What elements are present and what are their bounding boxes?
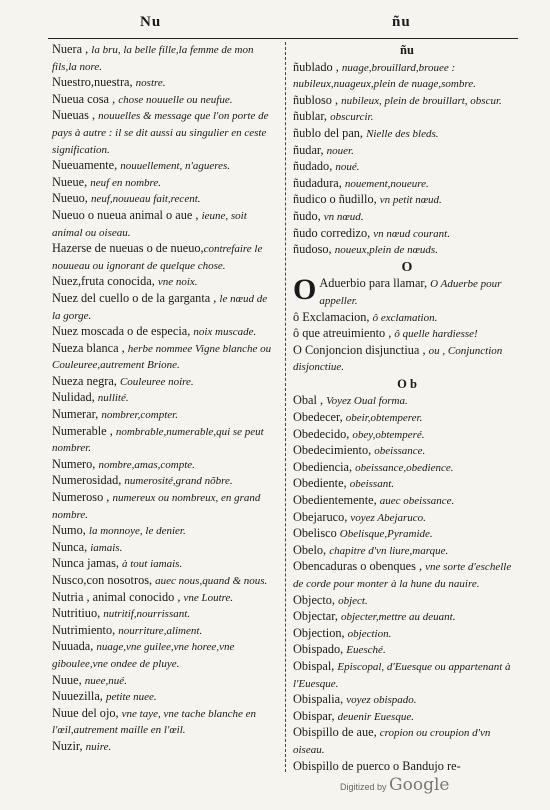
dict-entry — [293, 692, 521, 709]
dict-entry-o-first — [293, 273, 521, 309]
dict-entry — [52, 556, 278, 573]
entry-definition: nuage,brouillard,brouee : nubileux,nuageux,plein de nuage,sombre. — [293, 61, 476, 91]
entry-headword: Obejaruco, — [293, 509, 351, 524]
entry-headword: Hazerse de nueuas o de nueuo, — [52, 241, 204, 256]
dict-entry — [293, 443, 521, 460]
entry-headword: Nuez,fruta conocida, — [52, 274, 158, 289]
entry-headword: Numerable , — [52, 423, 116, 438]
entry-definition: chapitre d'vn liure,marque. — [329, 544, 449, 557]
entry-headword: Obal , — [293, 393, 327, 408]
entry-headword: Obediente, — [293, 476, 350, 491]
dict-entry — [52, 175, 278, 192]
entry-headword: Nusco,con nosotros, — [52, 573, 156, 587]
entry-definition: auec obeissance. — [379, 495, 455, 508]
right-column — [293, 42, 521, 775]
entries-nn — [293, 60, 521, 259]
entry-headword: Nutria , animal conocido , — [52, 589, 184, 604]
entry-headword: Objection, — [293, 625, 348, 640]
drop-cap-letter: O — [293, 273, 317, 307]
entry-headword: Nuue del ojo, — [52, 705, 122, 720]
entry-definition: noueux,plein de nœuds. — [334, 244, 438, 257]
entry-definition: objection. — [347, 627, 392, 640]
entry-definition: ou , Conjunction disjonctiue. — [293, 344, 503, 374]
entry-definition: nombre,amas,compte. — [98, 458, 195, 471]
entry-definition: obeissance,obedience. — [355, 461, 454, 474]
entry-definition: nouement,noueure. — [344, 177, 429, 190]
section-heading-nn: ñu — [400, 43, 414, 57]
entry-definition: cropion ou croupion d'vn oiseau. — [293, 727, 491, 756]
entry-headword: Numero, — [52, 456, 99, 471]
entry-headword: Numerar, — [52, 407, 102, 422]
dict-entry — [293, 659, 521, 692]
entry-headword: Nuue, — [52, 672, 85, 687]
dict-entry — [293, 60, 521, 93]
entry-headword: Aduerbio para llamar, — [319, 276, 431, 291]
entry-headword: Obispal, — [293, 658, 338, 673]
entry-definition: nombrable,numerable,qui se peut nombrer. — [52, 425, 264, 455]
entry-definition: Nielle des bleds. — [366, 127, 439, 140]
entry-headword: Obispillo de puerco o Bandujo re- — [293, 758, 461, 773]
dict-entry — [52, 739, 278, 756]
dict-entry — [293, 326, 521, 343]
entry-headword: ñubloso , — [293, 92, 342, 107]
running-header-left: Nu — [140, 14, 162, 30]
entry-definition: nouuelles & message que l'on porte de pays à autre : il se dit aussi au singulier en ceste signification. — [52, 110, 269, 156]
dict-entry — [52, 92, 278, 109]
dict-entry — [52, 274, 278, 291]
entry-definition: noué. — [335, 161, 360, 174]
entry-definition: nutritif,nourrissant. — [103, 608, 191, 621]
entry-definition: petite nuee. — [105, 691, 157, 704]
dict-entry — [52, 673, 278, 690]
entry-headword: ñudado, — [293, 159, 336, 174]
dict-entry — [293, 192, 521, 209]
dict-entry — [293, 310, 521, 327]
dict-entry — [293, 526, 521, 543]
dict-entry — [293, 543, 521, 560]
dict-entry — [52, 42, 278, 75]
dict-entry — [52, 573, 278, 590]
entry-headword: Obedecido, — [293, 426, 353, 441]
entry-headword: Nuuezilla, — [52, 689, 106, 704]
entry-headword: Obediencia, — [293, 459, 356, 474]
left-column — [52, 42, 278, 756]
entry-headword: Nunca, — [52, 539, 91, 554]
dict-entry — [52, 390, 278, 407]
entry-definition: ô quelle hardiesse! — [394, 328, 478, 341]
entry-headword: Numo, — [52, 523, 89, 538]
entry-headword: Objecto, — [293, 592, 339, 607]
entry-headword: Nuera , — [52, 42, 92, 56]
entries-ob — [293, 393, 521, 775]
dict-entry — [52, 341, 278, 374]
dict-entry — [52, 523, 278, 540]
dict-entry — [293, 642, 521, 659]
dict-entry — [293, 410, 521, 427]
entry-definition: iamais. — [90, 541, 123, 554]
dict-entry — [52, 457, 278, 474]
section-heading-o: O — [401, 259, 413, 275]
entry-definition: nuee,nué. — [84, 674, 127, 687]
entry-headword: Nutritiuo, — [52, 606, 104, 621]
entry-headword: Nueza negra, — [52, 373, 120, 388]
entry-headword: ñudar, — [293, 142, 327, 157]
entry-definition: nouer. — [326, 144, 354, 157]
dict-entry — [293, 226, 521, 243]
dict-entry — [52, 324, 278, 341]
dict-entry — [52, 158, 278, 175]
dict-entry — [293, 460, 521, 477]
entry-definition: Episcopal, d'Euesque ou appartenant à l'Euesque. — [293, 660, 511, 690]
entry-definition: nullité. — [97, 392, 129, 405]
entry-definition: Euesché. — [346, 644, 386, 657]
dict-entry — [52, 374, 278, 391]
dict-entry — [293, 476, 521, 493]
entry-definition: vn nœud courant. — [373, 227, 450, 240]
dict-entry — [293, 343, 521, 376]
entry-headword: Nuuada, — [52, 639, 97, 654]
dict-entry — [52, 291, 278, 324]
entry-definition: deuenir Euesque. — [337, 710, 414, 723]
dict-entry — [52, 208, 278, 241]
dict-entry — [52, 407, 278, 424]
entry-definition: nouuellement, n'agueres. — [120, 160, 231, 173]
entry-headword: O Conjoncion disjunctiua , — [293, 342, 429, 357]
entry-definition: obeissance. — [374, 445, 426, 458]
dict-entry — [293, 427, 521, 444]
entry-headword: Obispalia, — [293, 692, 347, 707]
entry-headword: Nueuo, — [52, 191, 91, 206]
entry-definition: la bru, la belle fille,la femme de mon fils,la nore. — [52, 44, 254, 73]
dict-entry — [52, 424, 278, 457]
entry-definition: nuire. — [85, 740, 112, 753]
entry-headword: Obedecimiento, — [293, 443, 375, 458]
dict-entry — [52, 191, 278, 208]
entry-headword: Obedecer, — [293, 410, 346, 425]
running-header-right: ñu — [392, 14, 411, 30]
entry-definition: ieune, soit animal ou oiseau. — [52, 209, 247, 239]
entry-definition: le nœud de la gorge. — [52, 292, 268, 322]
entry-definition: vn nœud. — [323, 210, 364, 223]
entry-headword: Obedientemente, — [293, 493, 380, 508]
dict-entry — [52, 473, 278, 490]
entry-headword: Obispillo de aue, — [293, 725, 380, 740]
dict-entry — [52, 540, 278, 557]
dict-entry — [52, 706, 278, 739]
column-divider — [285, 42, 287, 772]
dict-entry — [52, 108, 278, 158]
dict-entry — [52, 590, 278, 607]
entry-definition: vn petit nœud. — [379, 194, 442, 207]
dict-entry — [293, 393, 521, 410]
entry-headword: Obispado, — [293, 642, 347, 657]
entry-definition: nuage,vne guilee,vne horee,vne giboulee,vne ondee de pluye. — [52, 641, 235, 670]
entry-definition: object. — [338, 594, 368, 607]
entry-definition: Obelisque,Pyramide. — [339, 528, 433, 541]
entry-definition: noix muscade. — [193, 326, 257, 339]
entry-headword: Nueue, — [52, 174, 91, 189]
entry-definition: objecter,mettre au deuant. — [341, 611, 456, 624]
entry-definition: vne Loutre. — [183, 591, 234, 604]
entry-headword: Objectar, — [293, 609, 341, 624]
entry-headword: Nueuo o nueua animal o aue , — [52, 207, 202, 222]
dict-entry — [52, 623, 278, 640]
entry-headword: Nuez moscada o de especia, — [52, 324, 194, 339]
dict-entry — [293, 493, 521, 510]
entry-headword: Nueuamente, — [52, 158, 121, 173]
dict-entry — [293, 559, 521, 592]
entry-headword: Nueuas , — [52, 108, 99, 123]
entry-definition: obeissant. — [349, 478, 394, 491]
entries-o — [293, 310, 521, 376]
entry-definition: vne sorte d'eschelle de corde pour monter à la hune du nauire. — [293, 561, 512, 590]
dict-entry — [52, 639, 278, 672]
entry-headword: ñudico o ñudillo, — [293, 192, 380, 207]
entry-definition: nostre. — [135, 77, 166, 90]
entry-definition: obey,obtemperé. — [352, 428, 425, 441]
entry-definition: herbe nommee Vigne blanche ou Couleuree,autrement Brione. — [52, 342, 272, 372]
entry-headword: Numerosidad, — [52, 473, 125, 488]
entry-headword: Obispar, — [293, 708, 338, 723]
entry-definition: voyez obispado. — [346, 694, 417, 707]
digitized-by-google-watermark — [340, 775, 449, 795]
dict-entry — [293, 609, 521, 626]
entry-definition: neuf en nombre. — [90, 176, 162, 189]
entry-headword: Nueua cosa , — [52, 91, 119, 106]
entry-definition: ô exclamation. — [372, 311, 438, 324]
dict-entry — [293, 209, 521, 226]
dict-entry — [293, 593, 521, 610]
entry-definition: chose nouuelle ou neufue. — [118, 93, 233, 106]
entry-definition: nombrer,compter. — [101, 409, 178, 422]
entry-definition: numerosité,grand nõbre. — [124, 475, 233, 488]
dict-entry — [293, 143, 521, 160]
header-rule — [48, 38, 518, 39]
dict-entry — [293, 93, 521, 110]
entry-definition: Voyez Oual forma. — [326, 395, 408, 408]
entry-headword: Nutrimiento, — [52, 622, 119, 637]
dict-entry — [293, 242, 521, 259]
entry-definition: nubileux, plein de brouillart, obscur. — [341, 94, 502, 107]
dict-entry — [293, 109, 521, 126]
entry-definition: voyez Abejaruco. — [350, 511, 426, 524]
entry-definition: obscurcir. — [330, 111, 374, 124]
entry-headword: Obencaduras o obenques , — [293, 559, 426, 574]
entry-headword: Obelisco — [293, 526, 340, 541]
entry-definition: numereux ou nombreux, en grand nombre. — [52, 492, 261, 521]
dict-entry — [293, 725, 521, 758]
entry-headword: ô que atreuimiento , — [293, 326, 395, 341]
entry-headword: ô Exclamacion, — [293, 309, 373, 324]
entry-definition: la monnoye, le denier. — [88, 525, 186, 538]
section-heading-ob: O b — [397, 376, 417, 391]
entry-headword: Nueza blanca , — [52, 340, 128, 355]
entry-headword: ñudo corredizo, — [293, 225, 374, 240]
dict-entry — [293, 626, 521, 643]
entry-headword: Numeroso , — [52, 490, 113, 505]
entry-headword: ñudadura, — [293, 175, 345, 190]
entry-definition: vne taye, vne tache blanche en l'œil,autrement maille en l'œil. — [52, 707, 257, 737]
dict-entry — [52, 606, 278, 623]
entry-headword: ñublado , — [293, 59, 342, 74]
entry-definition: O Aduerbe pour appeller. — [319, 278, 502, 307]
entry-headword: Nuzir, — [52, 738, 86, 753]
entry-definition: Couleuree noire. — [119, 375, 194, 388]
entry-definition: nourriture,aliment. — [118, 624, 203, 637]
entry-headword: ñudo, — [293, 208, 324, 223]
entry-definition: obeir,obtemperer. — [345, 412, 423, 425]
entry-headword: Nunca jamas, — [52, 556, 122, 571]
entry-definition: contrefaire le nouueau ou ignorant de quelque chose. — [52, 243, 263, 272]
entry-headword: Obelo, — [293, 542, 330, 557]
dict-entry — [52, 490, 278, 523]
entry-definition: auec nous,quand & nous. — [155, 575, 268, 587]
google-logo: Google — [389, 775, 450, 795]
dict-entry — [293, 159, 521, 176]
dict-entry — [293, 759, 521, 776]
dict-entry — [52, 75, 278, 92]
dict-entry — [52, 241, 278, 274]
entry-definition: à tout iamais. — [122, 558, 183, 571]
entry-headword: ñudoso, — [293, 242, 335, 257]
dict-entry — [293, 709, 521, 726]
entry-headword: Nuez del cuello o de la garganta , — [52, 290, 220, 305]
dict-entry — [293, 126, 521, 143]
dict-entry — [52, 689, 278, 706]
entry-headword: ñublar, — [293, 109, 331, 124]
entry-headword: Nuestro,nuestra, — [52, 75, 136, 90]
entry-definition: neuf,nouueau fait,recent. — [90, 193, 201, 206]
entry-headword: Nulidad, — [52, 390, 98, 405]
watermark-prefix: Digitized by — [340, 782, 390, 792]
entry-definition: vne noix. — [157, 276, 198, 289]
dict-entry — [293, 176, 521, 193]
dict-entry — [293, 510, 521, 527]
entry-headword: ñublo del pan, — [293, 125, 367, 140]
